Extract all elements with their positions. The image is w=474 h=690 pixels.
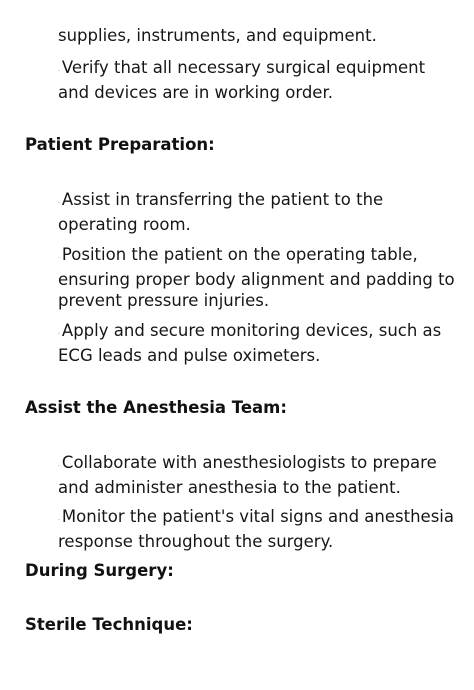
- bullet-marker: ·: [58, 517, 60, 524]
- list-item-text: Verify that all necessary surgical equipment and devices are in working order.: [58, 58, 426, 102]
- list-item-collaborate-anesthesiologists: [58, 452, 458, 498]
- bullet-marker: ·: [58, 200, 60, 207]
- continuation-text-content: supplies, instruments, and equipment.: [58, 26, 377, 45]
- list-item-text: Assist in transferring the patient to the operating room.: [58, 190, 384, 234]
- list-item-monitoring-devices: [58, 320, 458, 366]
- heading-patient-preparation: Patient Preparation:: [25, 135, 215, 154]
- list-item-text: Collaborate with anesthesiologists to prepare and administer anesthesia to the patient.: [58, 453, 437, 497]
- list-item-transfer-patient: [58, 189, 458, 235]
- bullet-marker: ·: [58, 255, 60, 262]
- heading-sterile-technique: Sterile Technique:: [25, 615, 193, 634]
- list-item-monitor-vitals: [58, 506, 458, 552]
- list-item-text: Apply and secure monitoring devices, such as ECG leads and pulse oximeters.: [58, 321, 442, 365]
- continuation-text: [58, 25, 458, 46]
- bullet-marker: ·: [58, 331, 60, 338]
- heading-assist-anesthesia-team: Assist the Anesthesia Team:: [25, 398, 287, 417]
- bullet-marker: ·: [58, 68, 60, 75]
- heading-during-surgery: During Surgery:: [25, 561, 174, 580]
- list-item-position-patient: [58, 244, 458, 311]
- bullet-marker: ·: [58, 463, 60, 470]
- list-item-verify-equipment: [58, 57, 458, 103]
- list-item-text: Position the patient on the operating table, ensuring proper body alignment and padding to prevent pressure injuries.: [58, 245, 455, 310]
- list-item-text: Monitor the patient's vital signs and anesthesia response throughout the surgery.: [58, 507, 454, 551]
